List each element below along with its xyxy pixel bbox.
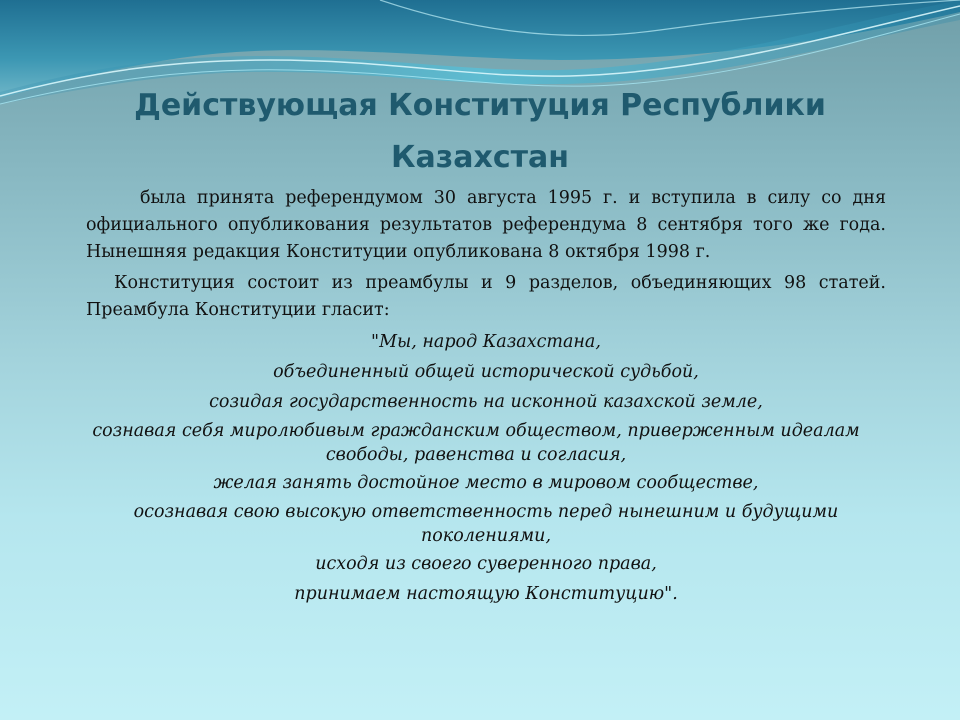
preamble-line: "Мы, народ Казахстана, [371, 332, 601, 352]
preamble-line: объединенный общей исторической судьбой, [273, 362, 699, 382]
title-line-2: Казахстан [391, 140, 569, 175]
preamble-line: желая занять достойное место в мировом сообществе, [213, 473, 759, 493]
title-line-1: Действующая Конституция Республики [134, 88, 826, 123]
preamble-quote [86, 329, 886, 608]
preamble-line: сознавая себя миролюбивым гражданским обществом, приверженным идеалам свободы, равенства и согласия, [92, 421, 860, 465]
preamble-line: принимаем настоящую Конституцию". [294, 584, 678, 604]
slide-body [86, 185, 886, 608]
preamble-line: созидая государственность на исконной казахской земле, [209, 392, 763, 412]
preamble-line: осознавая свою высокую ответственность перед нынешним и будущими поколениями, [133, 502, 839, 546]
paragraph-structure: Конституция состоит из преамбулы и 9 разделов, объединяющих 98 статей. Преамбула Конституции гласит: [86, 273, 886, 320]
paragraph-adoption: была принята референдумом 30 августа 1995 г. и вступила в силу со дня официального опубликования результатов референдума 8 сентября того же года. Нынешняя редакция Конституции опубликована 8 октября 1998 г. [86, 188, 886, 262]
preamble-line: исходя из своего суверенного права, [315, 554, 657, 574]
